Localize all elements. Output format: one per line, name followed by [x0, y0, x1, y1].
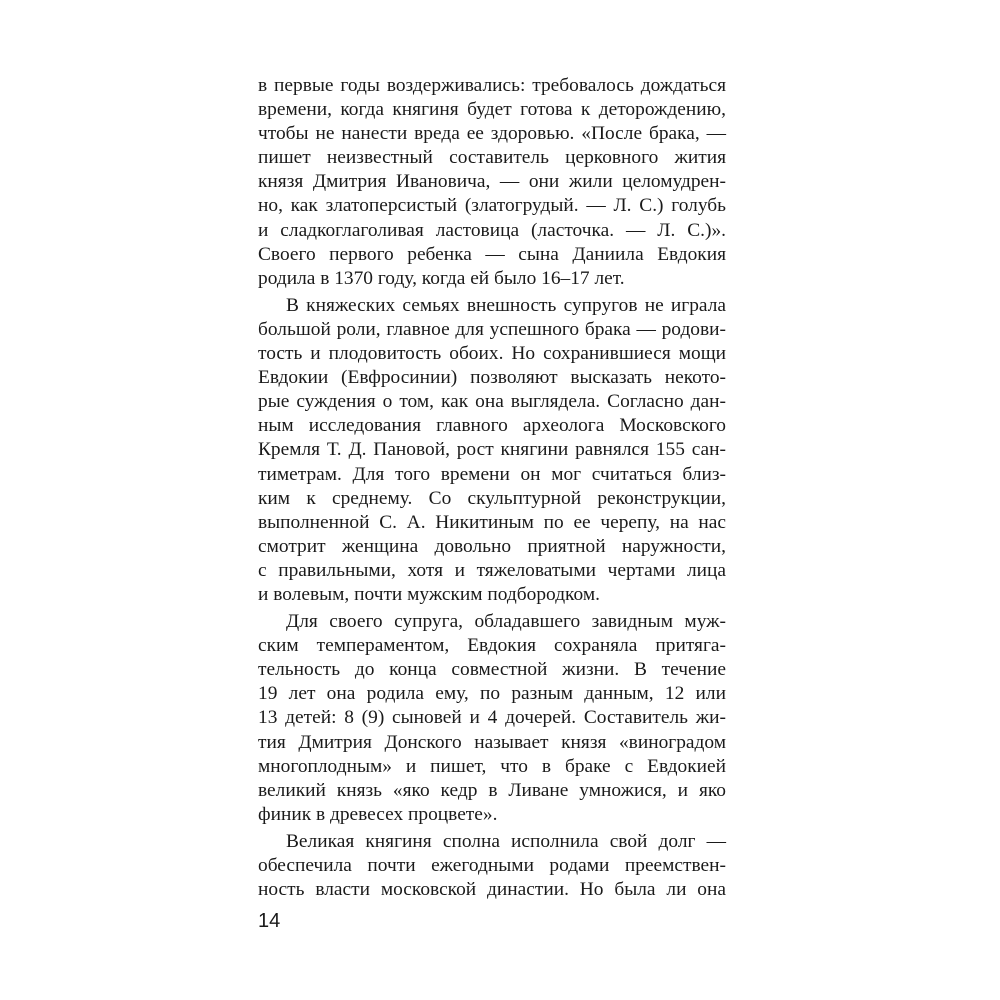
- text-line: смотрит женщина довольно приятной наружности,: [258, 535, 726, 557]
- text-line: ким к среднему. Со скульптурной реконструкции,: [258, 487, 726, 509]
- text-line: но, как златоперсистый (златогрудый. — Л. С.) голубь: [258, 195, 726, 217]
- text-line: большой роли, главное для успешного брака — родови-: [258, 318, 726, 340]
- text-line: в первые годы воздерживались: требовалось дождаться: [258, 75, 726, 96]
- text-line: финик в древесех процвете».: [258, 803, 498, 825]
- text-line: родила в 1370 году, когда ей было 16–17 лет.: [258, 267, 625, 289]
- body-text: [258, 74, 726, 902]
- text-line: Кремля Т. Д. Пановой, рост княгини равнялся 155 сан-: [258, 439, 726, 461]
- text-line: 13 детей: 8 (9) сыновей и 4 дочерей. Составитель жи-: [258, 707, 726, 729]
- text-line: времени, когда княгиня будет готова к деторождению,: [258, 99, 726, 121]
- text-line: князя Дмитрия Ивановича, — они жили целомудрен-: [258, 171, 726, 193]
- text-line: и сладкоглаголивая ластовица (ласточка. — Л. С.)».: [258, 219, 726, 241]
- text-line: ным исследования главного археолога Московского: [258, 415, 726, 437]
- paragraph-first-line: В княжеских семьях внешность супругов не играла: [286, 294, 726, 316]
- text-line: пишет неизвестный составитель церковного жития: [258, 147, 726, 169]
- text-line: Своего первого ребенка — сына Даниила Евдокия: [258, 243, 726, 265]
- text-line: многоплодным» и пишет, что в браке с Евдокией: [258, 755, 726, 777]
- text-line: и волевым, почти мужским подбородком.: [258, 583, 600, 605]
- text-line: обеспечила почти ежегодными родами преемствен-: [258, 855, 726, 876]
- text-line: тельность до конца совместной жизни. В течение: [258, 659, 726, 681]
- text-line: тость и плодовитость обоих. Но сохранившиеся мощи: [258, 343, 726, 365]
- paragraph-first-line: Для своего супруга, обладавшего завидным муж-: [286, 611, 726, 633]
- text-line: Евдокии (Евфросинии) позволяют высказать некото-: [258, 367, 726, 389]
- text-line: с правильными, хотя и тяжеловатыми чертами лица: [258, 559, 726, 581]
- text-line: ность власти московской династии. Но была ли она: [258, 879, 726, 901]
- text-line: чтобы не нанести вреда ее здоровью. «После брака, —: [258, 123, 726, 145]
- text-line: 19 лет она родила ему, по разным данным, 12 или: [258, 683, 726, 705]
- text-line: выполненной С. А. Никитиным по ее черепу, на нас: [258, 511, 726, 533]
- paragraph-first-line: Великая княгиня сполна исполнила свой долг —: [286, 830, 726, 852]
- text-line: рые суждения о том, как она выглядела. Согласно дан-: [258, 391, 726, 413]
- page-number: 14: [258, 910, 281, 932]
- text-line: тиметрам. Для того времени он мог считаться близ-: [258, 463, 726, 485]
- text-line: великий князь «яко кедр в Ливане умножися, и яко: [258, 779, 726, 801]
- text-line: ским темпераментом, Евдокия сохраняла притяга-: [258, 635, 726, 657]
- text-line: тия Дмитрия Донского называет князя «виноградом: [258, 731, 726, 753]
